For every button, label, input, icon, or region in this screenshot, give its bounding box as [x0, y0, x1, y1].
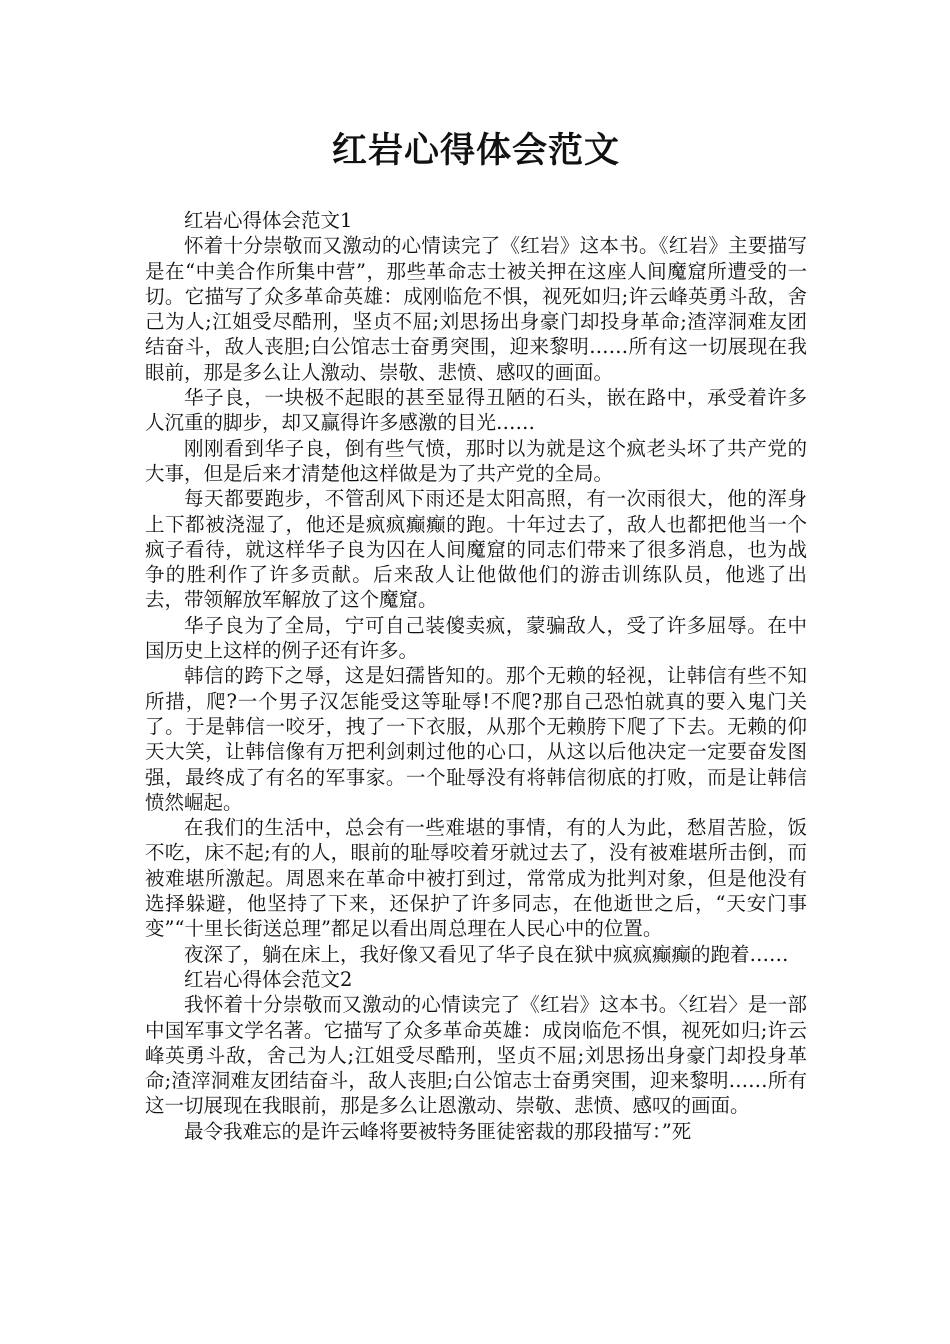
paragraph: 夜深了，躺在床上，我好像又看见了华子良在狱中疯疯癫癫的跑着……	[184, 942, 789, 966]
paragraph: 我怀着十分崇敬而又激动的心情读完了《红岩》这本书。〈红岩〉是一部中国军事文学名著。它描写了众多革命英雄：成岗临危不惧，视死如归;许云峰英勇斗敌，舍己为人;江姐受尽酷刑，坚贞不屈;刘思扬出身豪门却投身革命;渣滓洞难友团结奋斗，敌人丧胆;白公馆志士奋勇突围，迎来黎明……所有这一切展现在我眼前，那是多么让恩激动、崇敬、悲愤、感叹的画面。	[145, 993, 807, 1118]
paragraph: 最令我难忘的是许云峰将要被特务匪徒密裁的那段描写：”死	[184, 1119, 692, 1143]
paragraph: 华子良为了全局，宁可自己装傻卖疯，蒙骗敌人，受了许多屈辱。在中国历史上这样的例子还有许多。	[145, 613, 807, 663]
section-heading: 红岩心得体会范文2	[184, 967, 353, 991]
document-page	[145, 128, 807, 1144]
section-2	[145, 967, 807, 1144]
paragraph: 每天都要跑步，不管刮风下雨还是太阳高照，有一次雨很大，他的浑身上下都被浇湿了，他还是疯疯癫癫的跑。十年过去了，敌人也都把他当一个疯子看待，就这样华子良为囚在人间魔窟的同志们带来了很多消息，也为战争的胜利作了许多贡献。后来敌人让他做他们的游击训练队员，他逃了出去，带领解放军解放了这个魔窟。	[145, 487, 807, 612]
section-1	[145, 208, 807, 967]
paragraph: 刚刚看到华子良，倒有些气愤，那时以为就是这个疯老头坏了共产党的大事，但是后来才清楚他这样做是为了共产党的全局。	[145, 436, 807, 485]
paragraph: 韩信的跨下之辱，这是妇孺皆知的。那个无赖的轻视，让韩信有些不知所措，爬?一个男子汉怎能受这等耻辱!不爬?那自己恐怕就真的要入鬼门关了。于是韩信一咬牙，拽了一下衣服，从那个无赖胯下爬了下去。无赖的仰天大笑，让韩信像有万把利剑刺过他的心口，从这以后他决定一定要奋发图强，最终成了有名的军事家。一个耻辱没有将韩信彻底的打败，而是让韩信愤然崛起。	[145, 664, 807, 814]
paragraph: 在我们的生活中，总会有一些难堪的事情，有的人为此，愁眉苦脸，饭不吃，床不起;有的人，眼前的耻辱咬着牙就过去了，没有被难堪所击倒，而被难堪所激起。周恩来在革命中被打到过，常常成为批判对象，但是他没有选择躲避，他坚持了下来，还保护了许多同志，在他逝世之后，“天安门事变”“十里长街送总理”都足以看出周总理在人民心中的位置。	[145, 816, 807, 941]
document-title: 红岩心得体会范文	[331, 131, 620, 171]
paragraph: 怀着十分崇敬而又激动的心情读完了《红岩》这本书。《红岩》主要描写是在“中美合作所集中营”，那些革命志士被关押在这座人间魔窟所遭受的一切。它描写了众多革命英雄：成刚临危不惧，视死如归;许云峰英勇斗敌，舍己为人;江姐受尽酷刑，坚贞不屈;刘思扬出身豪门却投身革命;渣滓洞难友团结奋斗，敌人丧胆;白公馆志士奋勇突围，迎来黎明……所有这一切展现在我眼前，那是多么让人激动、崇敬、悲愤、感叹的画面。	[145, 234, 807, 384]
section-heading: 红岩心得体会范文1	[184, 209, 353, 232]
paragraph: 华子良，一块极不起眼的甚至显得丑陋的石头，嵌在路中，承受着许多人沉重的脚步，却又赢得许多感激的目光……	[145, 386, 807, 435]
